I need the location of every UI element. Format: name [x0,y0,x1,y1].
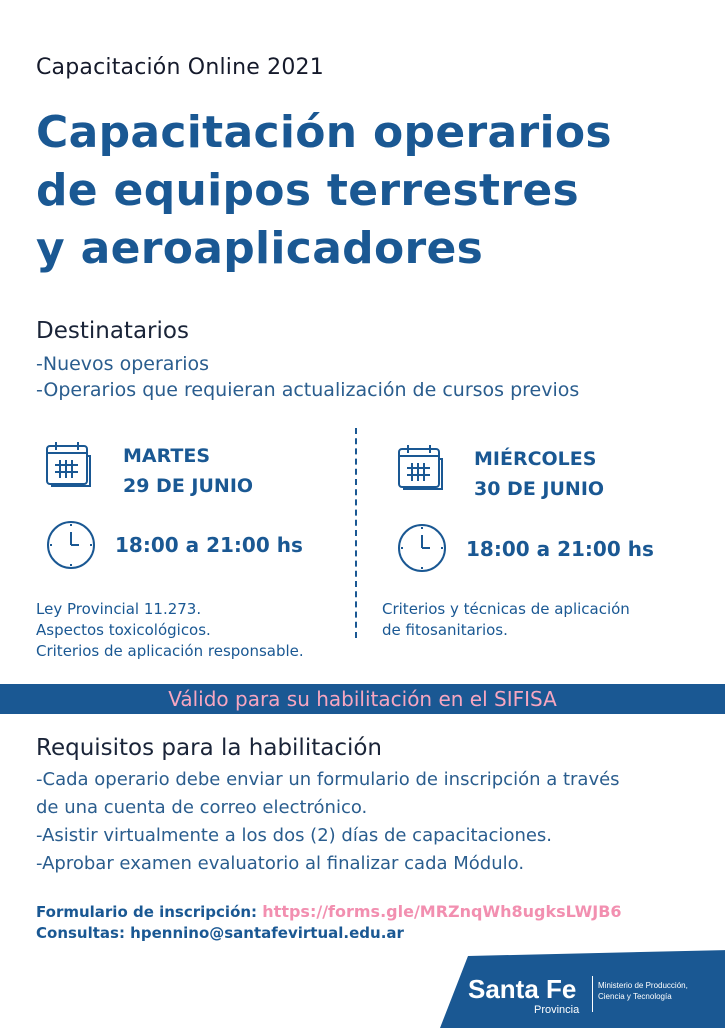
banner-text: Válido para su habilitación en el SIFISA [168,687,557,711]
session-2-day: MIÉRCOLES [474,448,597,470]
form-row [36,902,622,921]
requisito-line-1: -Cada operario debe enviar un formulario de inscripción a través [36,769,620,790]
logo-ministry-line-1: Ministerio de Producción, [598,981,688,990]
clock-icon [46,520,96,570]
title-line-2: de equipos terrestres [36,165,580,216]
session-1-day: MARTES [123,445,211,467]
destinatarios-heading: Destinatarios [36,318,189,344]
session-1-date-text: 29 DE JUNIO [123,475,254,497]
session-1-time: 18:00 a 21:00 hs [115,533,303,557]
clock-icon [397,523,447,573]
requisito-line-2: de una cuenta de correo electrónico. [36,797,368,818]
title-line-3: y aeroaplicadores [36,223,484,274]
logo-separator [592,976,593,1012]
logo-ministry [598,980,688,1002]
session-1-topics [36,599,304,662]
santa-fe-logo [440,948,725,1028]
title-line-1: Capacitación operarios [36,107,612,158]
session-1-date [123,441,253,501]
logo-name: Santa Fe [468,974,577,1004]
requisito-line-3: -Asistir virtualmente a los dos (2) días de capacitaciones. [36,825,553,846]
form-link[interactable]: https://forms.gle/MRZnqWh8ugksLWJB6 [262,902,622,921]
destinatarios-item-2: -Operarios que requieran actualización de cursos previos [36,379,580,401]
session-2-date-text: 30 DE JUNIO [474,478,605,500]
logo-ministry-line-2: Ciencia y Tecnología [598,992,672,1001]
requisitos-heading: Requisitos para la habilitación [36,735,383,761]
calendar-icon [396,443,444,491]
logo-province: Provincia [534,1004,580,1016]
page-title [36,104,612,278]
session-2-date [474,444,604,504]
destinatarios-item-1: -Nuevos operarios [36,353,210,375]
session-1-topic-1: Ley Provincial 11.273. [36,600,202,618]
session-2-topic-1: Criterios y técnicas de aplicación [382,600,630,618]
calendar-icon [44,440,92,488]
session-1-topic-3: Criterios de aplicación responsable. [36,642,304,660]
event-subtitle: Capacitación Online 2021 [36,55,324,80]
sifisa-banner [0,684,725,714]
session-2-time: 18:00 a 21:00 hs [466,537,654,561]
session-2-topics [382,599,630,641]
requisito-line-4: -Aprobar examen evaluatorio al finalizar cada Módulo. [36,853,525,874]
session-divider [355,428,357,638]
form-label: Formulario de inscripción: [36,903,258,921]
session-2-topic-2: de fitosanitarios. [382,621,508,639]
consultas-email[interactable]: Consultas: hpennino@santafevirtual.edu.ar [36,924,404,942]
session-1-topic-2: Aspectos toxicológicos. [36,621,211,639]
